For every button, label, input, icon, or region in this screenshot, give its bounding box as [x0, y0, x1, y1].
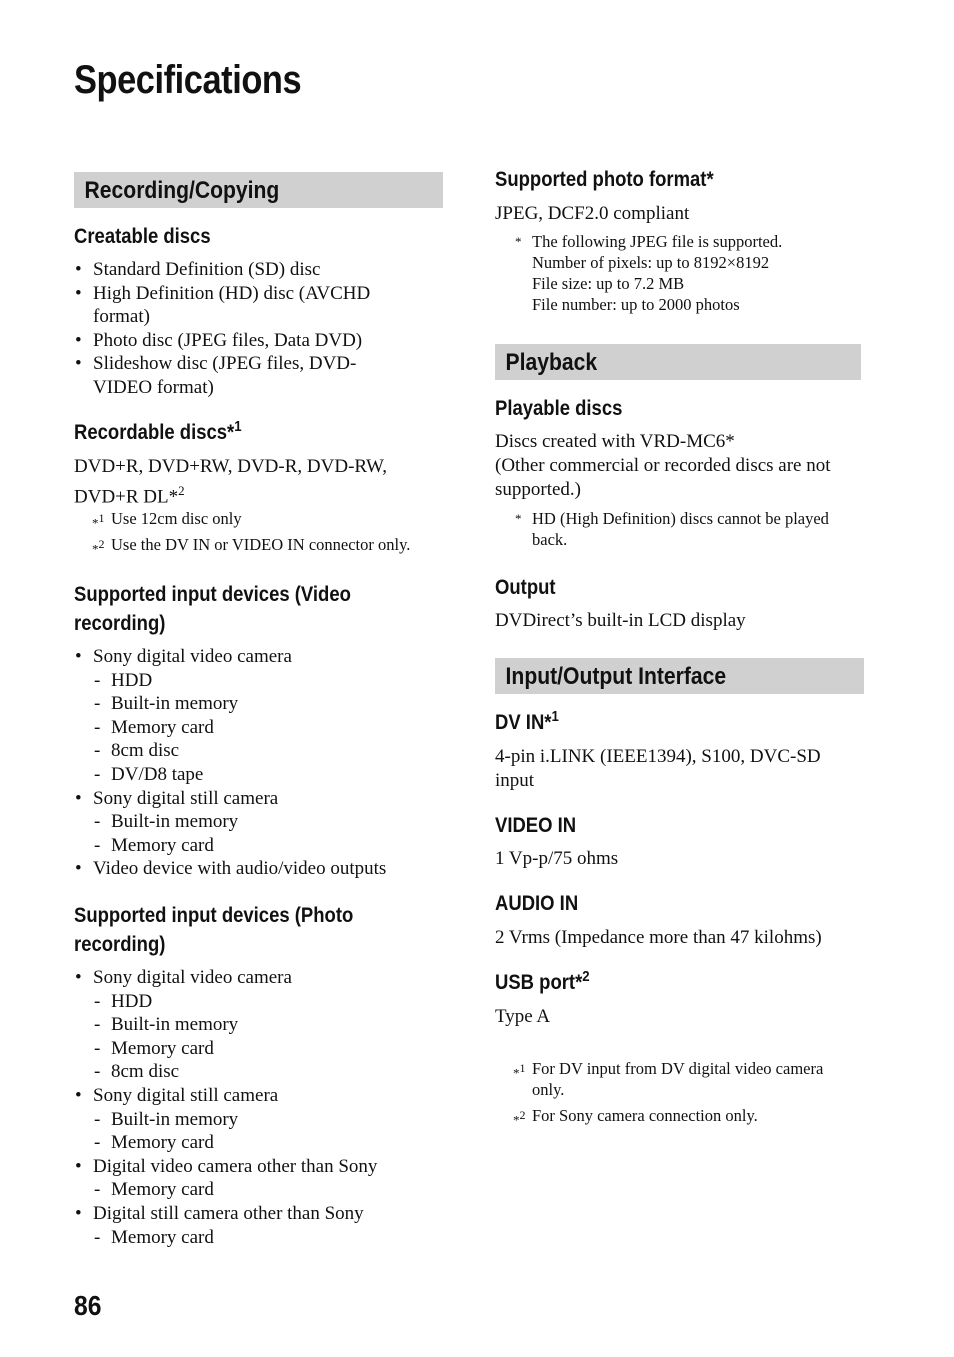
sub-item: - DV/D8 tape [74, 763, 386, 787]
heading-creatable-discs: Creatable discs [74, 225, 211, 248]
heading-dv-in: DV IN*$^1$ [495, 708, 559, 734]
sub-item: - Memory card [74, 716, 386, 740]
list-item-continuation: VIDEO format) [93, 376, 214, 398]
note-marker: *$^1$ [513, 1061, 526, 1081]
video-devices-list [74, 645, 386, 881]
usb-port-body: Type A [495, 1006, 551, 1027]
playable-discs-body [495, 430, 831, 502]
section-bar-recording [74, 172, 443, 208]
sub-item: - Memory card [74, 1226, 377, 1250]
body-line: (Other commercial or recorded discs are not [495, 455, 831, 476]
heading-video-in: VIDEO IN [495, 814, 577, 837]
sub-item: - Memory card [74, 834, 386, 858]
page-title: Specifications [74, 58, 302, 102]
section-bar-playback [495, 344, 861, 380]
heading-photo-format: Supported photo format* [495, 168, 714, 191]
heading-video-devices: Supported input devices (Video [74, 583, 351, 606]
body-line: Discs created with VRD-MC6* [495, 431, 735, 452]
page-number: 86 [74, 1290, 102, 1321]
body-line: DVD+R DL*$^2$ [74, 483, 185, 508]
recordable-notes [74, 508, 410, 555]
heading-audio-in: AUDIO IN [495, 892, 579, 915]
sub-item: - Memory card [74, 1131, 377, 1155]
playable-note [495, 508, 829, 550]
note-item: *$^1$ Use 12cm disc only [74, 508, 410, 529]
sub-item: - Built-in memory [74, 810, 386, 834]
section-bar-io [495, 658, 864, 694]
list-item: • Slideshow disc (JPEG files, DVD- [74, 352, 370, 376]
heading-playable-discs: Playable discs [495, 397, 623, 420]
footnote-ref: 1 [234, 418, 242, 435]
footnote-ref: 2 [582, 968, 590, 985]
note-item: *$^2$ For Sony camera connection only. [495, 1105, 823, 1126]
io-footnotes [495, 1058, 823, 1126]
sub-item: - Built-in memory [74, 1013, 377, 1037]
note-item: *$^1$ For DV input from DV digital video camera only. [513, 1059, 824, 1099]
photo-devices-list [74, 966, 377, 1249]
heading-recordable-discs: Recordable discs*$^1$ [74, 418, 242, 444]
sub-item: - 8cm disc [74, 1060, 377, 1084]
list-item: • Video device with audio/video outputs [74, 857, 386, 881]
note-marker: *$^2$ [92, 537, 105, 557]
photo-format-body: JPEG, DCF2.0 compliant [495, 203, 690, 224]
sub-item: - Built-in memory [74, 1108, 377, 1132]
list-item-continuation: format) [93, 306, 150, 328]
sub-item: - Memory card [74, 1037, 377, 1061]
footnote-ref: 1 [551, 708, 559, 725]
list-item: • Standard Definition (SD) disc [74, 258, 370, 282]
body-line: 4-pin i.LINK (IEEE1394), S100, DVC-SD [495, 746, 821, 767]
list-item: • Sony digital video camera [74, 966, 377, 990]
dv-in-body [495, 745, 821, 793]
section-title: Playback [505, 349, 598, 376]
list-item: • Sony digital still camera [74, 1084, 377, 1108]
photo-format-note [495, 231, 782, 315]
body-line: supported.) [495, 479, 582, 500]
note-item: *$^2$ Use the DV IN or VIDEO IN connector only. [74, 534, 410, 555]
note-marker: *$^2$ [513, 1108, 526, 1128]
sub-item: - Memory card [74, 1178, 377, 1202]
recordable-discs-body [74, 455, 387, 509]
sub-item: - HDD [74, 990, 377, 1014]
note-marker: *$^1$ [92, 511, 105, 531]
list-item: • High Definition (HD) disc (AVCHD [74, 282, 370, 306]
heading-video-devices-cont: recording) [74, 612, 166, 635]
sub-item: - Built-in memory [74, 692, 386, 716]
sub-item: - HDD [74, 669, 386, 693]
list-item: • Sony digital still camera [74, 787, 386, 811]
creatable-discs-list [74, 258, 370, 400]
list-item: • Sony digital video camera [74, 645, 386, 669]
note-marker: * [515, 511, 522, 526]
list-item: • Digital video camera other than Sony [74, 1155, 377, 1179]
audio-in-body: 2 Vrms (Impedance more than 47 kilohms) [495, 927, 822, 948]
heading-output: Output [495, 576, 556, 599]
body-line: DVD+R, DVD+RW, DVD-R, DVD-RW, [74, 456, 387, 477]
list-item: • Digital still camera other than Sony [74, 1202, 377, 1226]
heading-photo-devices-cont: recording) [74, 933, 166, 956]
section-title: Input/Output Interface [505, 663, 727, 690]
heading-usb-port: USB port*$^2$ [495, 968, 590, 994]
list-item: • Photo disc (JPEG files, Data DVD) [74, 329, 370, 353]
sub-item: - 8cm disc [74, 739, 386, 763]
note-item: * HD (High Definition) discs cannot be played back. [515, 509, 829, 549]
section-title: Recording/Copying [84, 177, 280, 204]
note-marker: * [515, 234, 522, 249]
output-body: DVDirect’s built-in LCD display [495, 610, 746, 631]
body-line: input [495, 770, 535, 791]
note-item: * The following JPEG file is supported. Number of pixels: up to 8192×8192 File size: up to 7.2 MB File number: up to 2000 photos [515, 232, 783, 314]
video-in-body: 1 Vp-p/75 ohms [495, 848, 619, 869]
heading-photo-devices: Supported input devices (Photo [74, 904, 354, 927]
